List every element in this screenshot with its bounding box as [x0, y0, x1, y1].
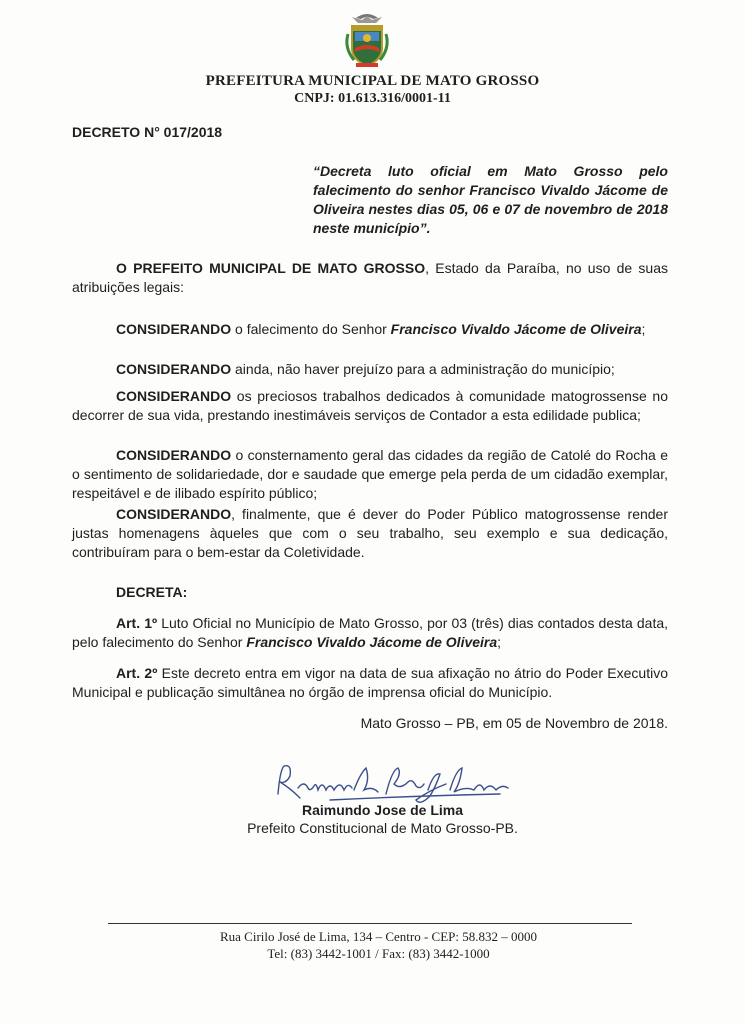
- article-paragraph: [72, 614, 668, 652]
- deceased-name: Francisco Vivaldo Jácome de Oliveira: [390, 321, 642, 337]
- article-text: Luto Oficial no Município de Mato Grosso, por 03 (três) dias contados desta data, pelo falecimento do Senhor: [72, 615, 669, 650]
- considerando-text: ainda, não haver prejuízo para a administração do município;: [231, 361, 615, 377]
- signer-name: Raimundo Jose de Lima: [301, 802, 464, 818]
- footer-divider: [108, 923, 632, 924]
- considerando-keyword: CONSIDERANDO: [116, 321, 232, 337]
- article-text: Este decreto entra em vigor na data de sua afixação no átrio do Poder Executivo Municipal e publicação simultânea no órgão de imprensa oficial do Município.: [72, 665, 668, 700]
- footer-address: Rua Cirilo José de Lima, 134 – Centro - CEP: 58.832 – 0000: [219, 929, 538, 944]
- considerando-keyword: CONSIDERANDO: [116, 388, 232, 404]
- considerando-paragraph: [72, 446, 668, 503]
- article-text: ;: [497, 634, 502, 650]
- considerando-paragraph: [72, 360, 668, 379]
- article-label: Art. 1º: [116, 615, 158, 631]
- footer-phone: Tel: (83) 3442-1001 / Fax: (83) 3442-1000: [267, 946, 490, 961]
- cnpj-number: CNPJ: 01.613.316/0001-11: [294, 91, 451, 106]
- considerando-keyword: CONSIDERANDO: [116, 361, 232, 377]
- institution-title: PREFEITURA MUNICIPAL DE MATO GROSSO: [205, 73, 540, 89]
- place-and-date: Mato Grosso – PB, em 05 de Novembro de 2018.: [360, 715, 668, 731]
- considerando-paragraph: [72, 387, 668, 425]
- considerando-text: os preciosos trabalhos dedicados à comunidade matogrossense no decorrer de sua vida, prestando inestimáveis serviços de Contador a esta edilidade publica;: [72, 388, 668, 423]
- considerando-text: o consternamento geral das cidades da região de Catolé do Rocha e o sentimento de solidariedade, dor e saudade que emerge pela perda de um cidadão exemplar, respeitável e de ilibado espírito público;: [72, 447, 668, 501]
- considerando-paragraph: [72, 320, 668, 339]
- decreta-heading: DECRETA:: [116, 584, 188, 600]
- considerando-keyword: CONSIDERANDO: [116, 506, 232, 522]
- considerando-text: , finalmente, que é dever do Poder Público matogrossense render justas homenagens àqueles que com o seu trabalho, seu exemplo e sua dedicação, contribuíram para o bem-estar da Coletividade.: [72, 506, 668, 560]
- considerando-paragraph: [72, 505, 668, 562]
- decree-number: DECRETO N° 017/2018: [72, 124, 223, 140]
- signer-role: Prefeito Constitucional de Mato Grosso-PB.: [247, 820, 518, 836]
- considerando-text: o falecimento do Senhor: [231, 321, 391, 337]
- preamble-text: , Estado da Paraíba, no uso de suas atribuições legais:: [72, 260, 668, 295]
- article-label: Art. 2º: [116, 665, 158, 681]
- deceased-name: Francisco Vivaldo Jácome de Oliveira: [246, 634, 498, 650]
- preamble-authority: O PREFEITO MUNICIPAL DE MATO GROSSO: [116, 260, 426, 276]
- considerando-text: ;: [641, 321, 646, 337]
- article-paragraph: [72, 664, 668, 702]
- municipal-crest-icon: [342, 8, 392, 70]
- decree-ementa: “Decreta luto oficial em Mato Grosso pelo falecimento do senhor Francisco Vivaldo Jácome de Oliveira nestes dias 05, 06 e 07 de novembro de 2018 neste município”.: [313, 163, 668, 236]
- considerando-keyword: CONSIDERANDO: [116, 447, 232, 463]
- preamble-paragraph: [72, 259, 668, 297]
